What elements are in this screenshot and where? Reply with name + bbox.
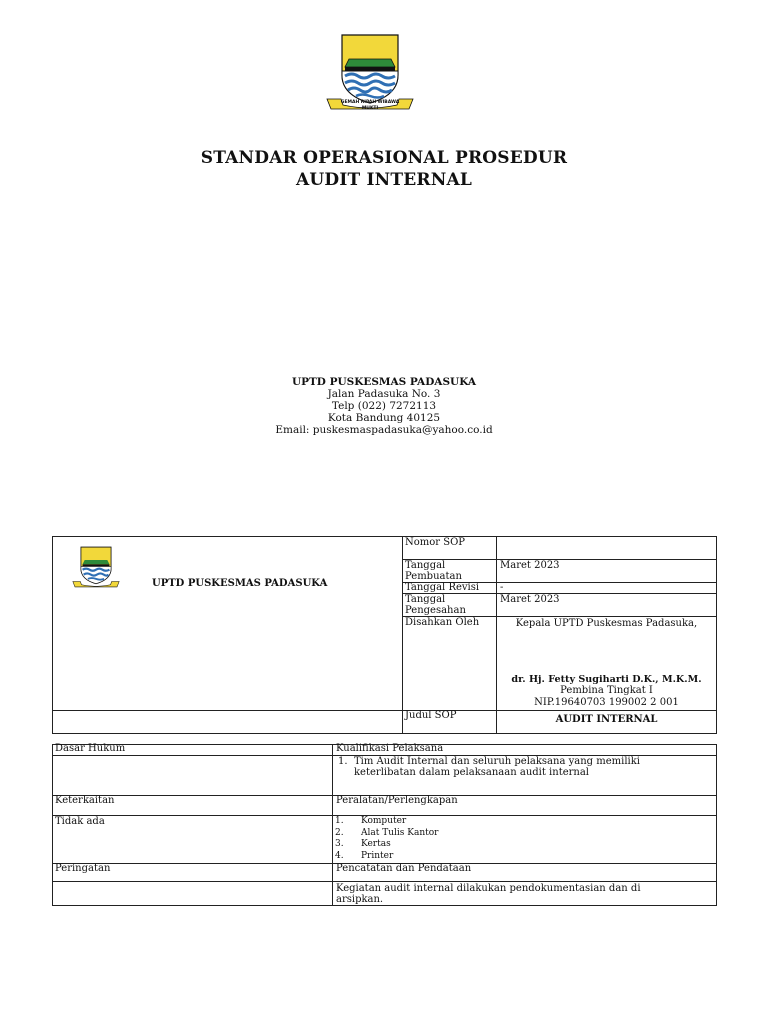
equipment-name: Komputer [361,816,407,826]
equipment-number: 1. [335,816,344,826]
list-item [335,828,715,840]
tgl-pengesahan-value: Maret 2023 [500,594,560,605]
kualifikasi-item-line2: keterlibatan dalam pelaksanaan audit internal [354,767,590,778]
tgl-pengesahan-label-1: Tanggal [405,594,446,605]
peralatan-label: Peralatan/Perlengkapan [336,795,458,806]
dasar-hukum-label: Dasar Hukum [55,743,126,754]
tidak-ada-text: Tidak ada [55,816,105,827]
kualifikasi-label: Kualifikasi Pelaksana [336,743,444,754]
equipment-number: 4. [335,850,344,861]
list-item [335,816,715,828]
peringatan-label: Peringatan [55,863,111,874]
header-org-name: UPTD PUSKESMAS PADASUKA [152,578,328,589]
equipment-name: Kertas [361,839,391,849]
pencatatan-label: Pencatatan dan Pendataan [336,863,472,874]
judul-label: Judul SOP [405,710,457,721]
sop-detail-table [52,744,717,906]
address-org: UPTD PUSKESMAS PADASUKA [291,376,477,388]
equipment-name: Printer [361,850,394,861]
header-emblem-logo [68,546,124,588]
address-street: Jalan Padasuka No. 3 [327,388,441,400]
equipment-name: Alat Tulis Kantor [361,827,439,838]
disahkan-label: Disahkan Oleh [405,617,480,628]
address-city: Kota Bandung 40125 [327,412,441,424]
list-item [335,851,715,863]
kualifikasi-item-line1: Tim Audit Internal dan seluruh pelaksana yang memiliki [354,756,640,767]
city-emblem-logo [325,33,415,111]
disahkan-nip: NIP.19640703 199002 2 001 [534,697,679,708]
disahkan-rank: Pembina Tingkat I [560,685,653,696]
header-empty-cell [52,710,403,734]
keterkaitan-label: Keterkaitan [55,795,115,806]
tgl-revisi-value: - [500,582,504,593]
equipment-number: 3. [335,839,344,849]
tgl-pembuatan-value: Maret 2023 [500,560,560,571]
disahkan-label-cell [402,616,497,711]
judul-value: AUDIT INTERNAL [555,714,658,725]
tgl-pengesahan-label-2: Pengesahan [405,605,466,616]
address-email: Email: puskesmaspadasuka@yahoo.co.id [275,424,493,436]
cover-title-line2: AUDIT INTERNAL [296,170,472,190]
tgl-pembuatan-label-2: Pembuatan [405,571,462,582]
kualifikasi-item-number: 1. [338,756,348,767]
equipment-list [335,816,715,862]
logo-motto: GEMAH RIPAH WIBAWA MUKTI [340,100,400,111]
nomor-sop-label: Nomor SOP [405,537,466,548]
sop-header-table [52,536,717,734]
address-phone: Telp (022) 7272113 [331,400,437,412]
tgl-pembuatan-label-1: Tanggal [405,560,446,571]
pencatatan-text-line1: Kegiatan audit internal dilakukan pendokumentasian dan di [336,883,641,894]
cover-title-line1: STANDAR OPERASIONAL PROSEDUR [200,148,568,168]
equipment-number: 2. [335,827,344,838]
disahkan-title: Kepala UPTD Puskesmas Padasuka, [515,618,698,629]
nomor-sop-value-cell [496,536,717,560]
address-block [0,376,768,436]
tgl-revisi-label: Tanggal Revisi [405,582,480,593]
list-item [335,839,715,851]
pencatatan-text-line2: arsipkan. [336,894,384,905]
disahkan-name: dr. Hj. Fetty Sugiharti D.K., M.K.M. [511,674,702,685]
row-divider [52,881,717,882]
